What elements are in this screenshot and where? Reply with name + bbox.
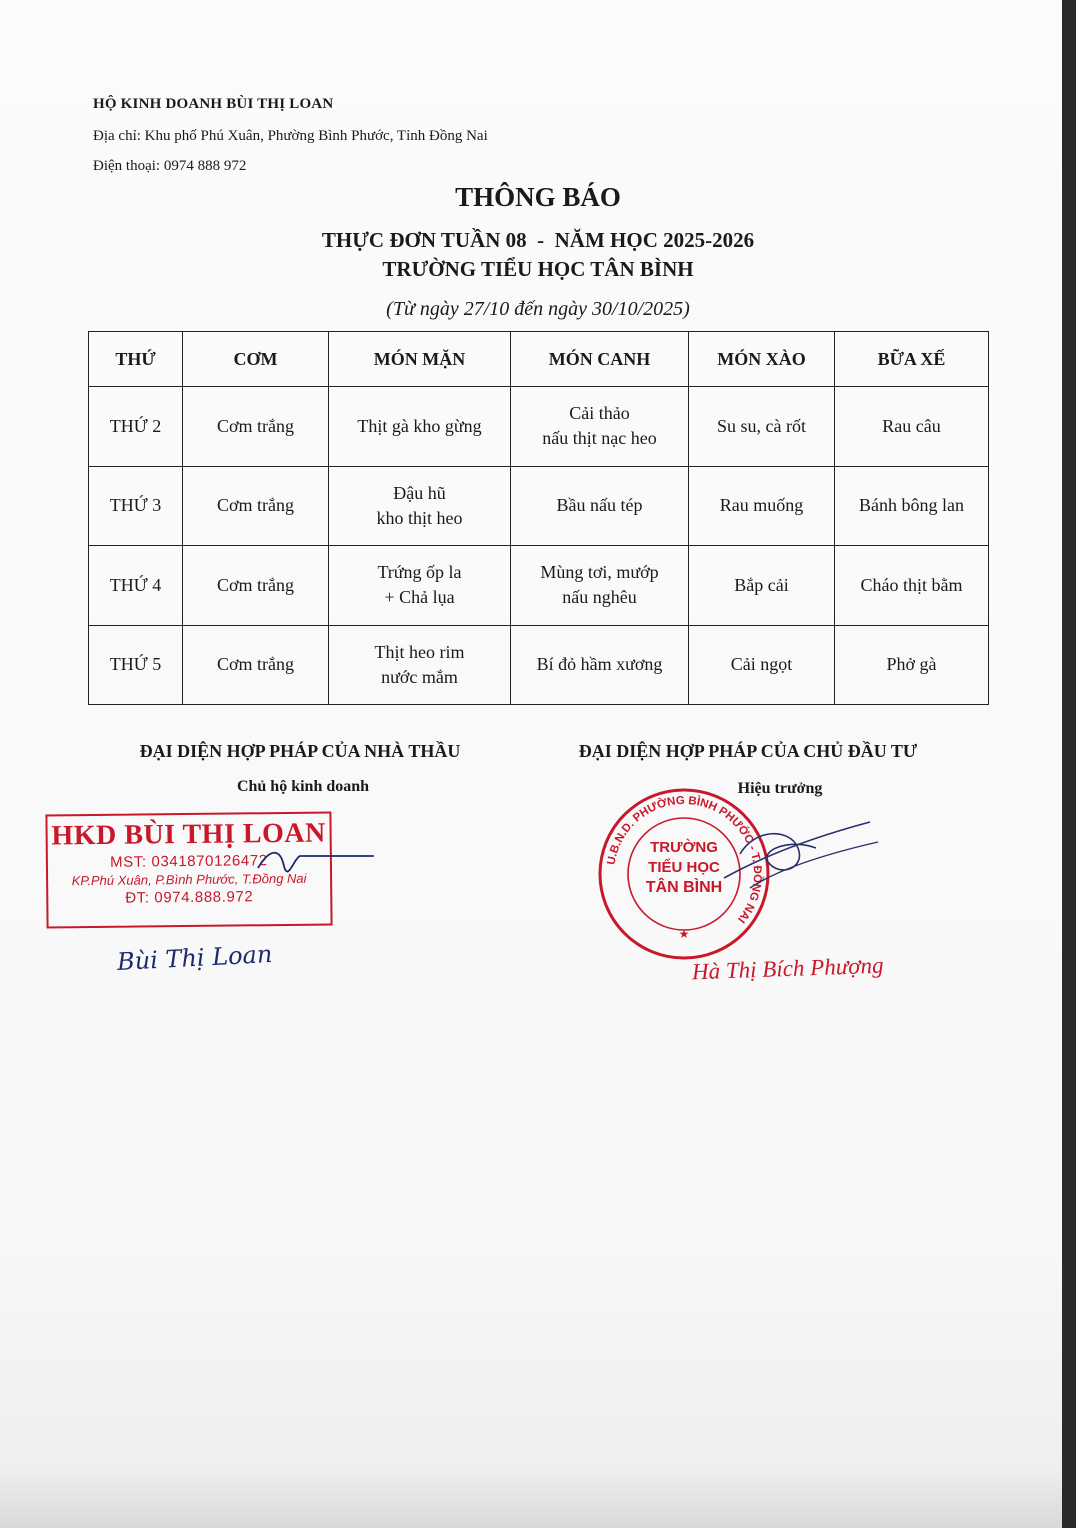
company-address: Địa chỉ: Khu phố Phú Xuân, Phường Bình Phước, Tỉnh Đồng Nai: [93, 128, 488, 144]
cell-text: Cơm trắng: [216, 495, 294, 516]
table-cell: [689, 466, 835, 546]
table-cell: [511, 387, 689, 467]
principal-role: Hiệu trưởng: [737, 780, 823, 797]
table-cell: [89, 625, 183, 705]
cell-text: THỨ 5: [109, 654, 162, 675]
table-body: [89, 387, 989, 705]
table-row: [89, 546, 989, 626]
table-cell: [183, 387, 329, 467]
table-cell: [329, 466, 511, 546]
company-phone: Điện thoại: 0974 888 972: [93, 158, 247, 174]
cell-text: nấu nghêu: [562, 587, 637, 608]
principal-signature-scribble: [720, 808, 880, 898]
cell-text: Bánh bông lan: [859, 495, 964, 516]
contractor-signature-scribble: [250, 838, 380, 888]
cell-text: Thịt heo rim: [374, 641, 465, 662]
cell-text: Cải ngọt: [730, 654, 793, 675]
cell-text: THỨ 2: [109, 415, 162, 436]
column-header: BỮA XẾ: [835, 332, 989, 387]
table-cell: [183, 625, 329, 705]
table-cell: [511, 546, 689, 626]
table-cell: [511, 625, 689, 705]
column-header: CƠM: [183, 332, 329, 387]
contractor-signature: Bùi Thị Loan: [116, 939, 273, 977]
table-cell: [835, 625, 989, 705]
table-cell: [183, 546, 329, 626]
school-name-heading: TRƯỜNG TIỂU HỌC TÂN BÌNH: [382, 257, 694, 281]
table-cell: [689, 387, 835, 467]
cell-text: Cơm trắng: [216, 574, 294, 595]
contractor-role: Chủ hộ kinh doanh: [236, 778, 370, 795]
cell-text: Rau câu: [882, 415, 941, 436]
stamp-address: KP.Phú Xuân, P.Bình Phước, T.Đồng Nai: [71, 870, 307, 889]
stamp-tax-code: MST: 0341870126472: [110, 852, 268, 871]
cell-text: Đậu hũ: [393, 482, 446, 503]
table-cell: [689, 625, 835, 705]
table-cell: [835, 546, 989, 626]
cell-text: Su su, cà rốt: [717, 415, 806, 436]
cell-text: Cơm trắng: [216, 415, 294, 436]
cell-text: Cải thảo: [569, 403, 630, 424]
table-cell: [89, 546, 183, 626]
column-header: MÓN XÀO: [689, 332, 835, 387]
principal-signature: Hà Thị Bích Phượng: [691, 952, 884, 985]
table-header-row: [89, 332, 989, 387]
cell-text: nấu thịt nạc heo: [542, 428, 657, 449]
cell-text: Bắp cải: [734, 574, 789, 595]
cell-text: THỨ 3: [109, 495, 162, 516]
cell-text: Bầu nấu tép: [556, 495, 643, 516]
table-row: [89, 466, 989, 546]
contractor-rep-title: ĐẠI DIỆN HỢP PHÁP CỦA NHÀ THẦU: [139, 741, 461, 761]
table-cell: [835, 466, 989, 546]
table-cell: [689, 546, 835, 626]
stamp-phone: ĐT: 0974.888.972: [125, 888, 254, 907]
table-cell: [89, 387, 183, 467]
cell-text: Bí đỏ hầm xương: [536, 654, 663, 675]
table-cell: [329, 546, 511, 626]
cell-text: Rau muống: [719, 495, 804, 516]
seal-line-2: TIỂU HỌC: [648, 859, 720, 876]
cell-text: nước mắm: [381, 666, 458, 687]
cell-text: + Chả lụa: [384, 587, 455, 608]
column-header: MÓN CANH: [511, 332, 689, 387]
table-cell: [183, 466, 329, 546]
date-range: (Từ ngày 27/10 đến ngày 30/10/2025): [386, 298, 690, 320]
table-cell: [329, 625, 511, 705]
cell-text: Cơm trắng: [216, 654, 294, 675]
table-cell: [89, 466, 183, 546]
seal-star-icon: ★: [678, 927, 690, 941]
seal-line-1: TRƯỜNG: [650, 839, 718, 856]
company-name: HỘ KINH DOANH BÙI THỊ LOAN: [93, 96, 334, 112]
column-header: MÓN MẶN: [329, 332, 511, 387]
seal-line-3: TÂN BÌNH: [645, 879, 723, 896]
cell-text: Trứng ốp la: [377, 562, 462, 583]
cell-text: Cháo thịt bằm: [860, 574, 963, 595]
column-header: THỨ: [89, 332, 183, 387]
menu-table: [88, 331, 989, 705]
table-cell: [835, 387, 989, 467]
table-row: [89, 387, 989, 467]
cell-text: THỨ 4: [109, 574, 162, 595]
menu-week-heading: THỰC ĐƠN TUẦN 08 - NĂM HỌC 2025-2026: [321, 228, 755, 252]
investor-rep-title: ĐẠI DIỆN HỢP PHÁP CỦA CHỦ ĐẦU TƯ: [578, 741, 918, 761]
cell-text: Mùng tơi, mướp: [540, 562, 659, 583]
cell-text: kho thịt heo: [376, 507, 463, 528]
cell-text: Phở gà: [886, 654, 937, 675]
seal-ring-text: U.B.N.D. PHƯỜNG BÌNH PHƯỚC - T. ĐỒNG NAI: [605, 794, 764, 925]
cell-text: Thịt gà kho gừng: [357, 415, 482, 436]
notice-title: THÔNG BÁO: [455, 182, 621, 212]
table-cell: [511, 466, 689, 546]
stamp-name: HKD BÙI THỊ LOAN: [51, 817, 326, 852]
table-cell: [329, 387, 511, 467]
table-row: [89, 625, 989, 705]
